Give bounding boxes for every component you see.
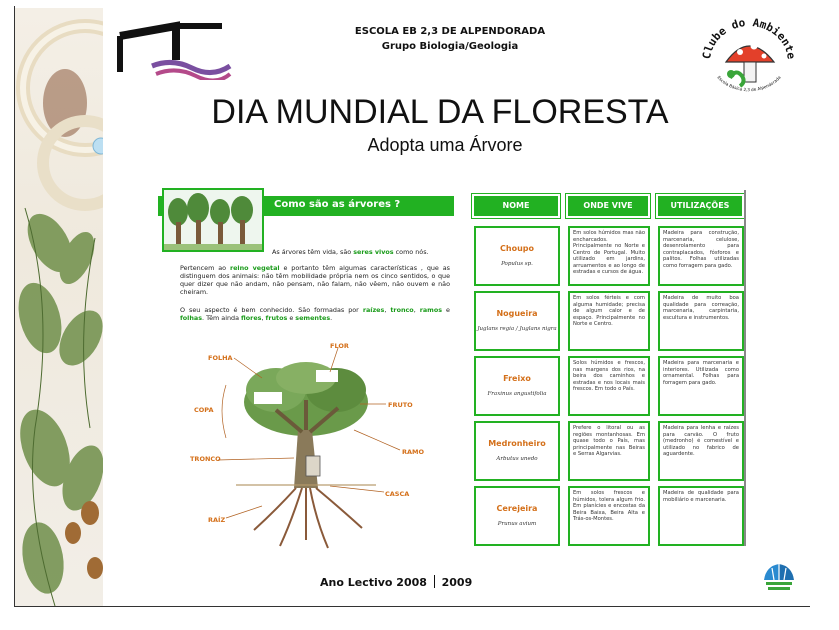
badge-bottom-text: Escola Básica 2,3 de Alpendorada xyxy=(716,74,782,93)
tree-habitat-cell: Em solos férteis e com alguma humidade; precisa de algum calor e de espaço. Principalmente no Norte e Centro. xyxy=(568,291,650,351)
tree-name-cell xyxy=(474,421,560,481)
tree-uses-cell: Madeira para lenha e raízes para carvão. O fruto (medronho) é comestível e utilizado no fabrico de aguardente. xyxy=(658,421,744,481)
p2-branches: ramos xyxy=(419,306,443,314)
p2-sep: e xyxy=(287,314,296,322)
badge-top-text: Clube do Ambiente xyxy=(700,16,798,60)
tree-scientific-name: Fraxinus angustifolia xyxy=(487,391,547,397)
p1-highlight: reino vegetal xyxy=(229,264,280,272)
p2-fruits: frutos xyxy=(265,314,288,322)
tree-scientific-name: Prunus avium xyxy=(497,521,537,527)
p2-sep: . xyxy=(330,314,333,322)
year-label: Ano Lectivo 2008 xyxy=(320,576,427,589)
column-header-uses: UTILIZAÇÕES xyxy=(658,196,742,216)
tree-habitat-cell: Prefere o litoral ou as regiões montanhosas. Em quase todo o País, mas principalmente nas Beiras e Serras Algarvias. xyxy=(568,421,650,481)
section-banner-text: Como são as árvores ? xyxy=(274,199,401,210)
tree-uses-cell: Madeira de qualidade para mobiliário e marcenaria. xyxy=(658,486,744,546)
p1-after: e portanto têm algumas características , que as distinguem dos animais: não têm mobilidade própria nem os cinco sentidos, o que quer dizer que não andam, não pensam, não falam, não vêem, não ouvem e não cheiram. xyxy=(180,264,450,296)
paragraph-parts xyxy=(180,306,450,322)
p2-sep: , xyxy=(413,306,420,314)
p1-before: Pertencem ao xyxy=(180,264,230,272)
school-name: ESCOLA EB 2,3 DE ALPENDORADA xyxy=(354,26,546,37)
year-divider xyxy=(434,575,435,588)
tree-uses-cell: Madeira de muito boa qualidade para correação, marcenaria, carpintaria, escultura e instrumentos. xyxy=(658,291,744,351)
tree-diagram xyxy=(236,360,376,552)
p2-seeds: sementes xyxy=(295,314,331,322)
tree-uses-cell: Madeira para marcenaria e interiores. Utilizada como ornamental. Folhas para forragem para gado. xyxy=(658,356,744,416)
tree-uses-cell: Madeira para construção, marcenaria, celulose, desenrolamento para contraplacados, fósforos e palitos. Folhas utilizadas como forragem para gado. xyxy=(658,226,744,286)
year-end: 2009 xyxy=(441,576,473,589)
paragraph-kingdom xyxy=(180,264,450,296)
tree-habitat-cell: Em solos húmidos mas não encharcados. Principalmente no Norte e Centro de Portugal. Muito utilizado em jardins, arruamentos e ao longo de estradas e cursos de água. xyxy=(568,226,650,286)
intro-before: As árvores têm vida, são xyxy=(272,248,354,256)
label-copa: COPA xyxy=(194,406,214,414)
column-header-habitat: ONDE VIVE xyxy=(568,196,648,216)
column-header-name: NOME xyxy=(474,196,558,216)
p2-trunk: tronco xyxy=(390,306,414,314)
intro-highlight: seres vivos xyxy=(353,248,394,256)
tree-scientific-name: Populus sp. xyxy=(501,261,533,267)
table-right-border xyxy=(744,190,746,546)
tree-common-name: Choupo xyxy=(500,244,534,253)
tree-common-name: Medronheiro xyxy=(488,439,546,448)
page-title: DIA MUNDIAL DA FLORESTA xyxy=(211,93,669,131)
school-logo xyxy=(112,14,232,80)
intro-text xyxy=(272,248,452,256)
school-header xyxy=(300,24,600,54)
tree-name-cell xyxy=(474,291,560,351)
label-folha: FOLHA xyxy=(208,354,233,362)
label-ramo: RAMO xyxy=(402,448,425,456)
p2-before: O seu aspecto é bem conhecido. São formadas por xyxy=(180,306,363,314)
p2-sep: . Têm ainda xyxy=(202,314,242,322)
p2-sep: e xyxy=(442,306,450,314)
tree-common-name: Nogueira xyxy=(496,309,538,318)
tree-scientific-name: Juglans regia / Juglans nigra xyxy=(477,326,557,332)
club-badge xyxy=(700,16,798,98)
department-name: Grupo Biologia/Geologia xyxy=(381,41,519,52)
label-flor: FLOR xyxy=(330,342,349,350)
label-casca: CASCA xyxy=(385,490,410,498)
footer-year xyxy=(320,575,580,589)
label-tronco: TRONCO xyxy=(190,455,221,463)
tree-name-cell xyxy=(474,486,560,546)
leaf-illustration xyxy=(15,8,103,606)
p2-leaves: folhas xyxy=(180,314,203,322)
label-fruto: FRUTO xyxy=(388,401,413,409)
p2-sep: , xyxy=(261,314,266,322)
tree-common-name: Freixo xyxy=(503,374,531,383)
p2-sep: , xyxy=(384,306,391,314)
p2-roots: raízes xyxy=(362,306,385,314)
tree-habitat-cell: Em solos frescos e húmidos, tolera algum frio. Em planícies e encostas da Beira Baixa, Beira Alta e Trás-os-Montes. xyxy=(568,486,650,546)
p2-flowers: flores xyxy=(241,314,262,322)
page-subtitle: Adopta uma Árvore xyxy=(367,135,523,155)
eco-schools-logo xyxy=(758,560,800,600)
tree-scientific-name: Arbutus unedo xyxy=(496,456,538,462)
tree-name-cell xyxy=(474,356,560,416)
label-raiz: RAÍZ xyxy=(208,516,226,524)
tree-common-name: Cerejeira xyxy=(496,504,538,513)
tree-name-cell xyxy=(474,226,560,286)
forest-thumbnail xyxy=(162,188,264,252)
intro-after: como nós. xyxy=(393,248,429,256)
decorative-leaf-border xyxy=(15,8,103,606)
tree-habitat-cell: Solos húmidos e frescos, nas margens dos rios, na beira dos caminhos e estradas e nos locais mais frescos. Em todo o País. xyxy=(568,356,650,416)
